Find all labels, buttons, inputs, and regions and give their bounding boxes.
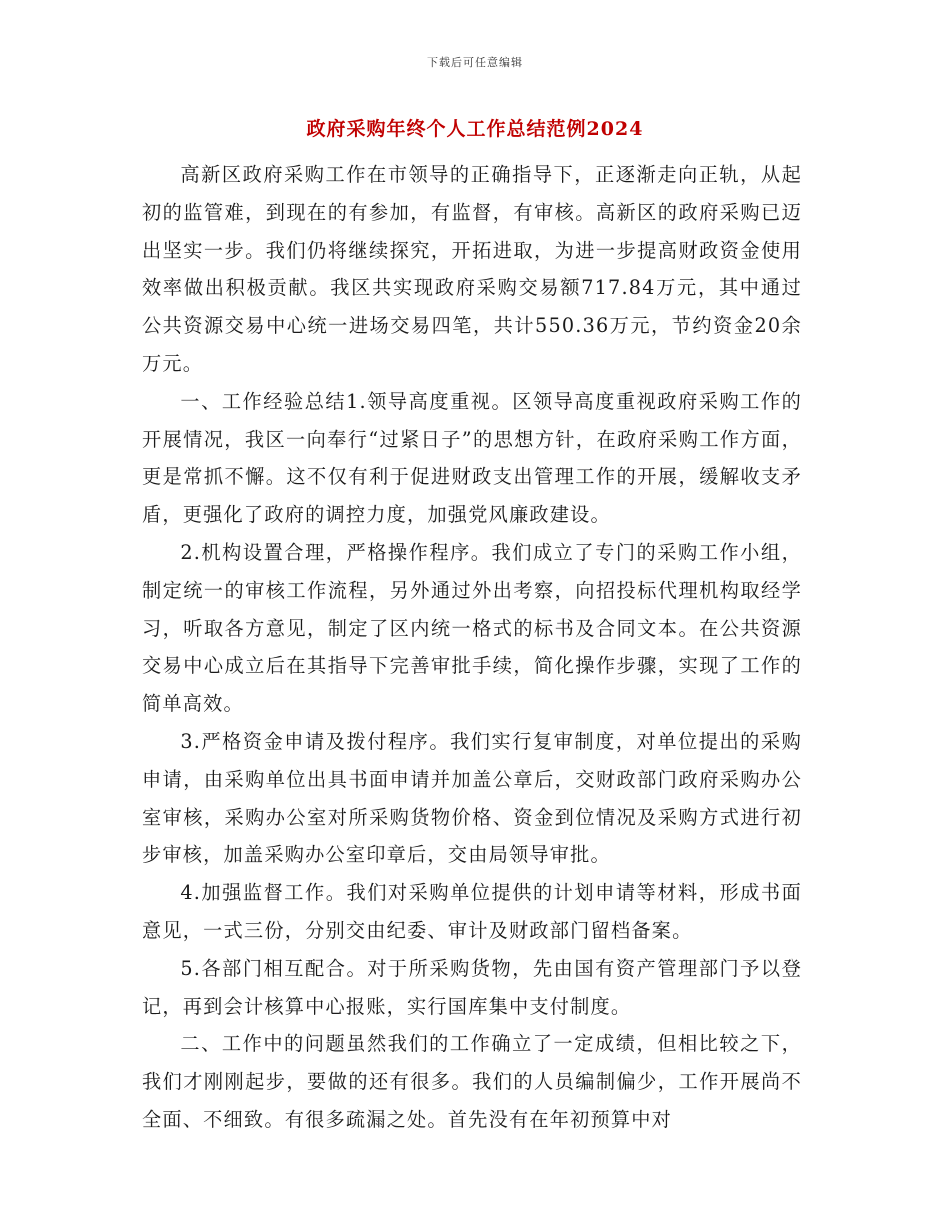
header-note: 下载后可任意编辑 <box>427 56 523 69</box>
paragraph: 高新区政府采购工作在市领导的正确指导下，正逐渐走向正轨，从起初的监管难，到现在的有参加，有监督，有审核。高新区的政府采购已迈出坚实一步。我们仍将继续探究，开拓进取，为进一步提高财政资金使用效率做出积极贡献。我区共实现政府采购交易额717.84万元，其中通过公共资源交易中心统一进场交易四笔，共计550.36万元，节约资金20余万元。 <box>142 163 802 375</box>
paragraph: 3.严格资金申请及拨付程序。我们实行复审制度，对单位提出的采购申请，由采购单位出具书面申请并加盖公章后，交财政部门政府采购办公室审核，采购办公室对所采购货物价格、资金到位情况及采购方式进行初步审核，加盖采购办公室印章后，交由局领导审批。 <box>142 729 802 867</box>
paragraph: 2.机构设置合理，严格操作程序。我们成立了专门的采购工作小组，制定统一的审核工作流程，另外通过外出考察，向招投标代理机构取经学习，听取各方意见，制定了区内统一格式的标书及合同文本。在公共资源交易中心成立后在其指导下完善审批手续，简化操作步骤，实现了工作的简单高效。 <box>142 540 802 716</box>
document-title: 政府采购年终个人工作总结范例2024 <box>306 118 644 140</box>
paragraph: 二、工作中的问题虽然我们的工作确立了一定成绩，但相比较之下，我们才刚刚起步，要做的还有很多。我们的人员编制偏少，工作开展尚不全面、不细致。有很多疏漏之处。首先没有在年初预算中对 <box>142 1032 802 1131</box>
paragraph: 一、工作经验总结1.领导高度重视。区领导高度重视政府采购工作的开展情况，我区一向奉行“过紧日子”的思想方针，在政府采购工作方面，更是常抓不懈。这不仅有利于促进财政支出管理工作的开展，缓解收支矛盾，更强化了政府的调控力度，加强党风廉政建设。 <box>142 389 802 527</box>
document-body <box>142 156 802 1139</box>
paragraph: 4.加强监督工作。我们对采购单位提供的计划申请等材料，形成书面意见，一式三份，分别交由纪委、审计及财政部门留档备案。 <box>142 881 802 942</box>
paragraph: 5.各部门相互配合。对于所采购货物，先由国有资产管理部门予以登记，再到会计核算中心报账，实行国库集中支付制度。 <box>142 956 802 1018</box>
